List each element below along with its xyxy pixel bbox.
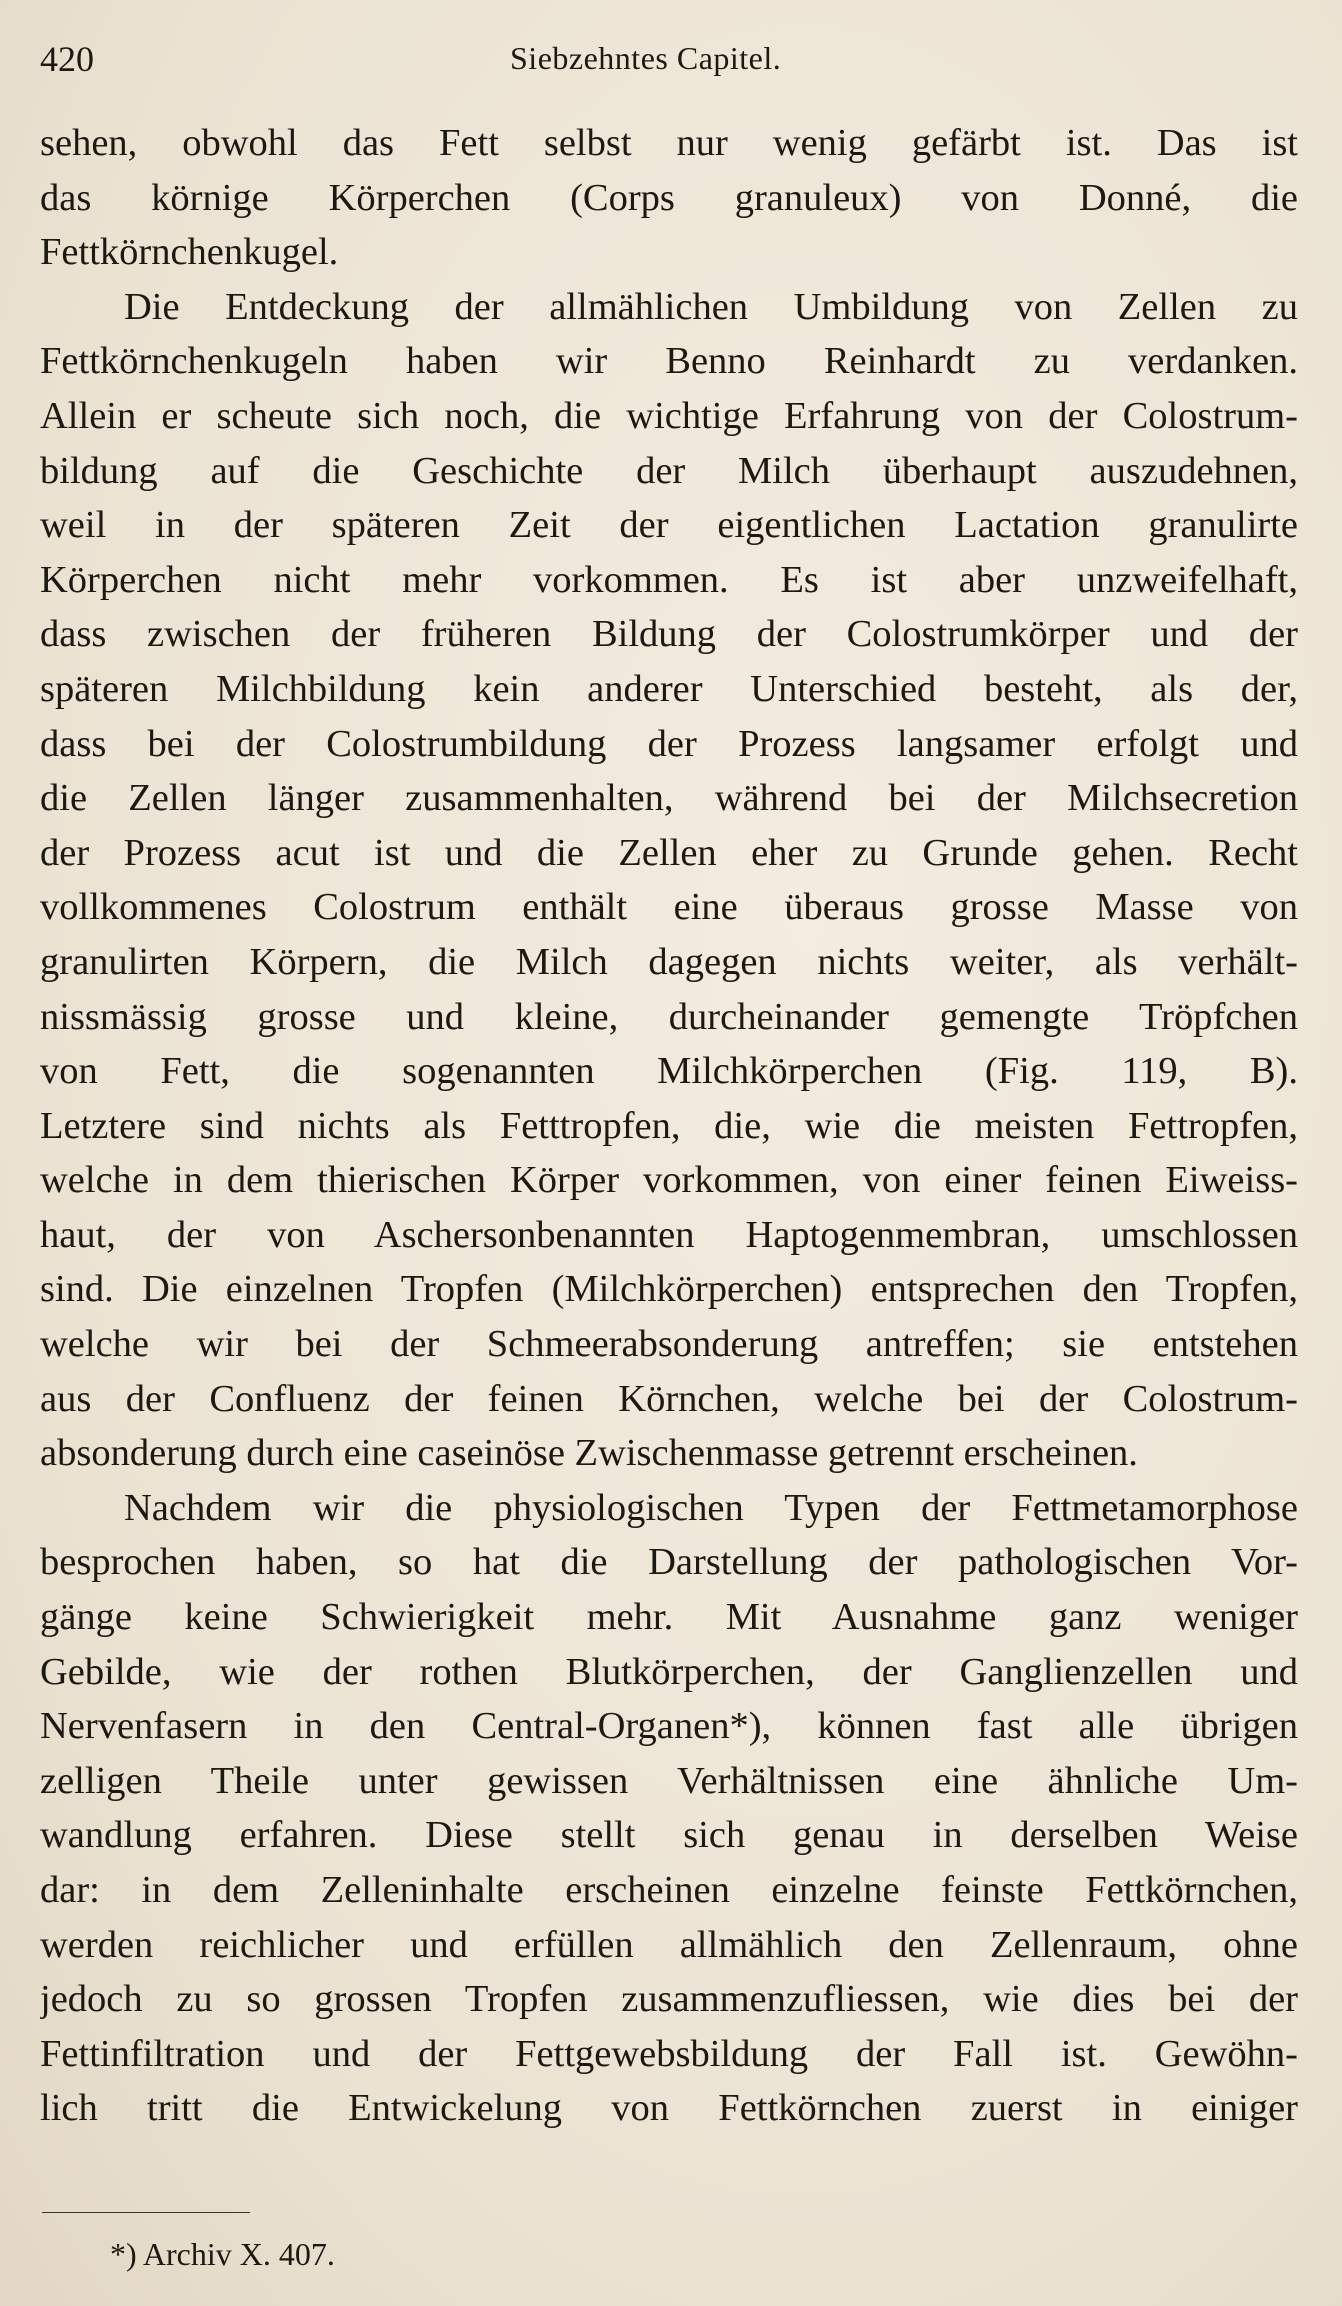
text-line: werden reichlicher und erfüllen allmählich den Zellenraum, ohne	[40, 1923, 1298, 1966]
text-line: späteren Milchbildung kein anderer Unterschied besteht, als der,	[40, 667, 1298, 710]
text-line: welche wir bei der Schmeerabsonderung antreffen; sie entstehen	[40, 1323, 1298, 1366]
text-line: vollkommenes Colostrum enthält eine überaus grosse Masse von	[40, 886, 1298, 929]
page-header	[40, 30, 1310, 90]
text-line: granulirten Körpern, die Milch dagegen nichts weiter, als verhält-	[40, 940, 1298, 983]
text-line: Letztere sind nichts als Fetttropfen, die, wie die meisten Fettropfen,	[40, 1104, 1298, 1147]
text-line: von Fett, die sogenannten Milchkörperchen (Fig. 119, B).	[40, 1050, 1298, 1093]
text-line: haut, der von Aschersonbenannten Haptogenmembran, umschlossen	[40, 1213, 1298, 1256]
text-line: Nachdem wir die physiologischen Typen der Fettmetamorphose	[124, 1486, 1298, 1529]
text-line: aus der Confluenz der feinen Körnchen, welche bei der Colostrum-	[40, 1377, 1298, 1420]
text-line: Fettinfiltration und der Fettgewebsbildung der Fall ist. Gewöhn-	[40, 2032, 1298, 2075]
page-number: 420	[40, 39, 94, 79]
text-line: Gebilde, wie der rothen Blutkörperchen, der Ganglienzellen und	[40, 1650, 1298, 1693]
text-line: Fettkörnchenkugel.	[40, 231, 339, 274]
text-line: Die Entdeckung der allmählichen Umbildung von Zellen zu	[124, 285, 1298, 328]
text-line: Nervenfasern in den Central-Organen*), können fast alle übrigen	[40, 1705, 1298, 1748]
text-line: jedoch zu so grossen Tropfen zusammenzufliessen, wie dies bei der	[40, 1978, 1298, 2021]
text-line: sind. Die einzelnen Tropfen (Milchkörperchen) entsprechen den Tropfen,	[40, 1268, 1298, 1311]
text-line: wandlung erfahren. Diese stellt sich genau in derselben Weise	[40, 1814, 1298, 1857]
text-line: absonderung durch eine caseinöse Zwischenmasse getrennt erscheinen.	[40, 1432, 1138, 1475]
text-line: gänge keine Schwierigkeit mehr. Mit Ausnahme ganz weniger	[40, 1596, 1298, 1639]
text-line: dass zwischen der früheren Bildung der Colostrumkörper und der	[40, 613, 1298, 656]
text-line: sehen, obwohl das Fett selbst nur wenig gefärbt ist. Das ist	[40, 122, 1298, 164]
text-line: nissmässig grosse und kleine, durcheinander gemengte Tröpfchen	[40, 995, 1298, 1038]
text-line: der Prozess acut ist und die Zellen eher zu Grunde gehen. Recht	[40, 831, 1298, 874]
text-line: welche in dem thierischen Körper vorkommen, von einer feinen Eiweiss-	[40, 1159, 1298, 1202]
text-line: bildung auf die Geschichte der Milch überhaupt auszudehnen,	[40, 449, 1298, 492]
body-text	[40, 116, 1298, 2136]
text-line: Körperchen nicht mehr vorkommen. Es ist aber unzweifelhaft,	[40, 558, 1298, 601]
text-line: Fettkörnchenkugeln haben wir Benno Reinhardt zu verdanken.	[40, 340, 1298, 383]
text-line: besprochen haben, so hat die Darstellung der pathologischen Vor-	[40, 1541, 1298, 1584]
text-line: dass bei der Colostrumbildung der Prozess langsamer erfolgt und	[40, 722, 1298, 765]
text-line: dar: in dem Zelleninhalte erscheinen einzelne feinste Fettkörnchen,	[40, 1869, 1298, 1911]
text-line: die Zellen länger zusammenhalten, während bei der Milchsecretion	[40, 777, 1298, 820]
running-title: Siebzehntes Capitel.	[510, 40, 782, 76]
text-line: weil in der späteren Zeit der eigentlichen Lactation granulirte	[40, 504, 1298, 547]
text-line: lich tritt die Entwickelung von Fettkörnchen zuerst in einiger	[40, 2087, 1298, 2130]
footnote: *) Archiv X. 407.	[110, 2236, 335, 2272]
text-line: Allein er scheute sich noch, die wichtige Erfahrung von der Colostrum-	[40, 394, 1298, 437]
text-line: zelligen Theile unter gewissen Verhältnissen eine ähnliche Um-	[40, 1759, 1298, 1802]
footnote-divider	[42, 2212, 250, 2213]
text-line: das körnige Körperchen (Corps granuleux) von Donné, die	[40, 176, 1298, 219]
